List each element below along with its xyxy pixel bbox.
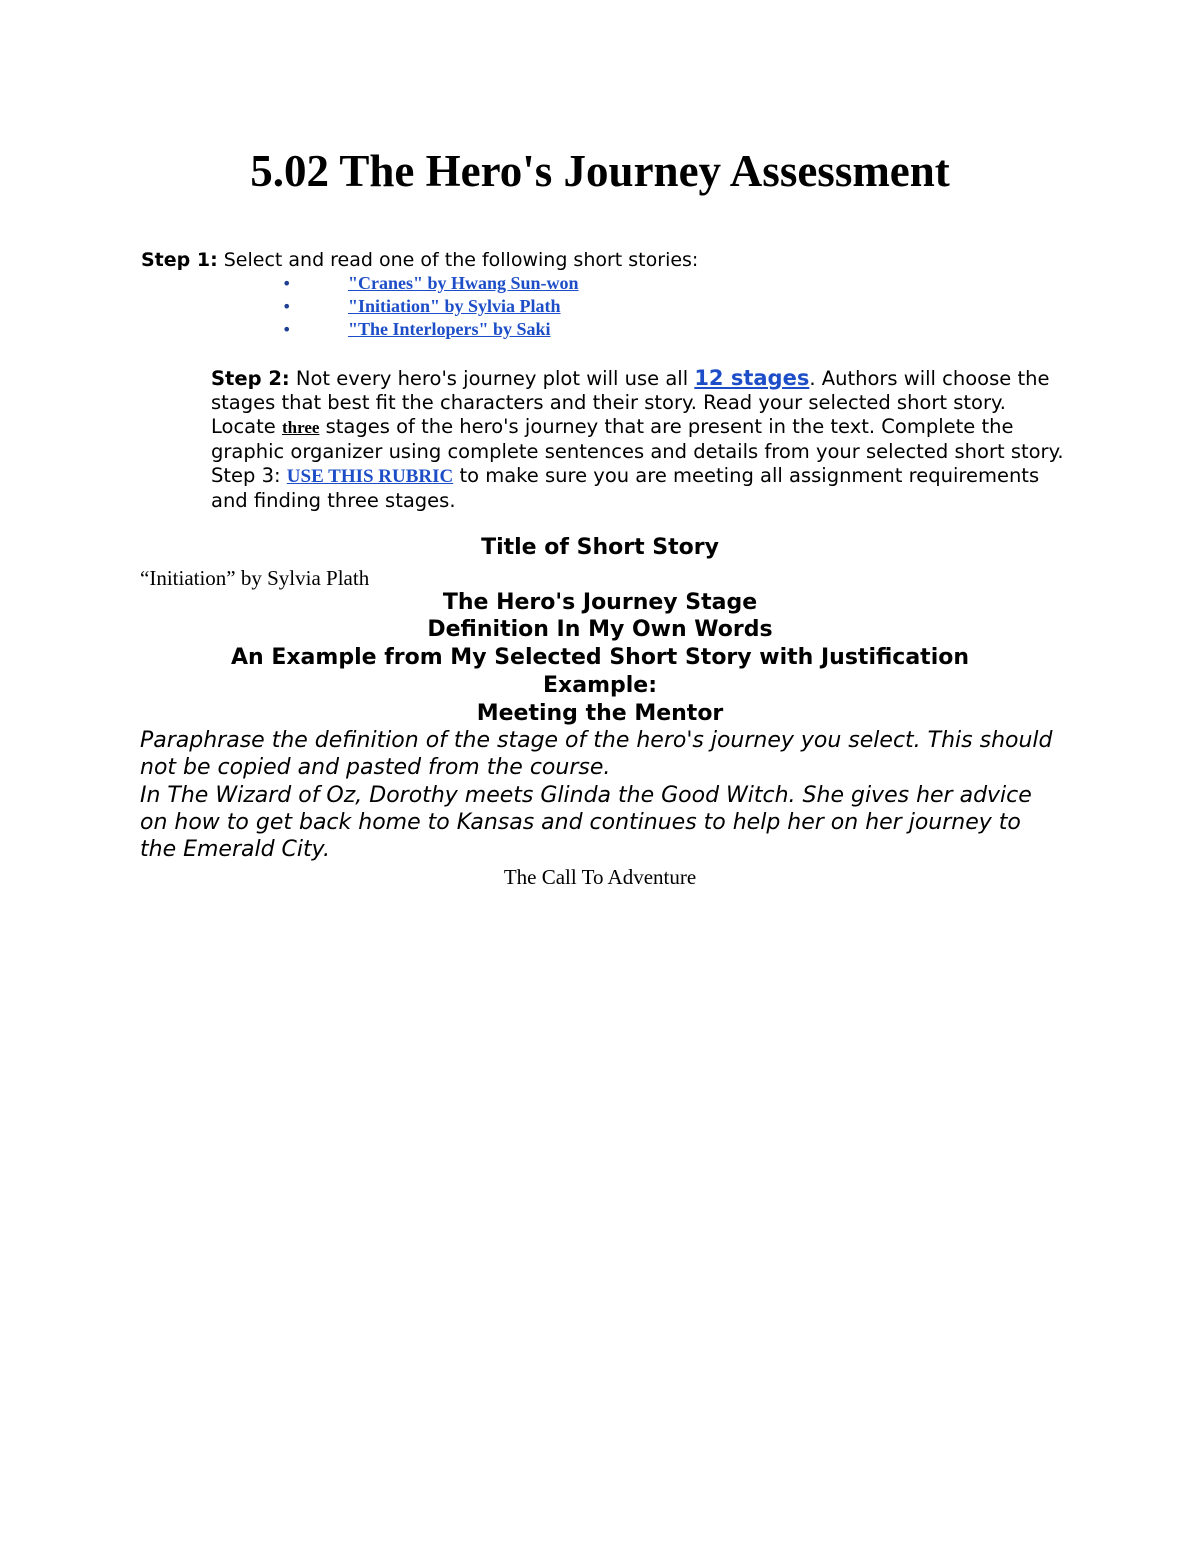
list-item [0, 295, 1200, 318]
bullet-icon: • [282, 297, 292, 316]
step-1-label: Step 1: [141, 249, 218, 271]
selected-story-field[interactable]: “Initiation” by Sylvia Plath [140, 566, 370, 590]
column-heading-stage: The Hero's Journey Stage [442, 590, 758, 615]
step-2-text-c: stages of the hero's journey that are present in the text. Complete the graphic organizer using complete sentences and details from your selected short story. [211, 415, 1064, 463]
bullet-icon: • [282, 320, 292, 339]
step-3 [211, 464, 1071, 513]
list-item [0, 318, 1200, 341]
organizer-title: Title of Short Story [481, 535, 719, 560]
example-stage: Meeting the Mentor [476, 701, 724, 726]
step-3-text: to make sure you are meeting all assignment requirements and finding three stages. [211, 464, 1040, 512]
step-1 [141, 247, 698, 273]
step-3-label: Step 3: [211, 464, 287, 487]
stage-entry-1[interactable]: The Call To Adventure [503, 865, 697, 889]
step-2-label: Step 2: [211, 367, 290, 390]
column-heading-example: An Example from My Selected Short Story with Justification [230, 645, 970, 670]
story-link-interlopers[interactable]: "The Interlopers" by Saki [348, 319, 551, 339]
example-label: Example: [543, 673, 657, 698]
bullet-icon: • [282, 274, 292, 293]
story-list [0, 272, 1200, 341]
example-justification: In The Wizard of Oz, Dorothy meets Glinda the Good Witch. She gives her advice on how to get back home to Kansas and continues to help her on her journey to the Emerald City. [140, 783, 1032, 862]
rubric-link[interactable]: USE THIS RUBRIC [286, 466, 454, 487]
three-emphasis: three [281, 418, 320, 437]
step-2-text-a: Not every hero's journey plot will use all [289, 367, 695, 390]
step-2 [211, 366, 1071, 464]
instructions-block [211, 366, 1071, 513]
list-item [0, 272, 1200, 295]
example-definition: Paraphrase the definition of the stage of the hero's journey you select. This should not be copied and pasted from the course. [140, 728, 1053, 780]
twelve-stages-link[interactable]: 12 stages [694, 366, 810, 390]
column-heading-definition: Definition In My Own Words [427, 617, 773, 642]
step-1-text: Select and read one of the following short stories: [217, 249, 699, 271]
step-2-text-b: . Authors will choose the stages that best fit the characters and their story. Read your selected short story. Locate [211, 367, 1050, 438]
page-title: 5.02 The Hero's Journey Assessment [250, 146, 950, 196]
story-link-cranes[interactable]: "Cranes" by Hwang Sun-won [348, 273, 579, 293]
story-link-initiation[interactable]: "Initiation" by Sylvia Plath [348, 296, 561, 316]
